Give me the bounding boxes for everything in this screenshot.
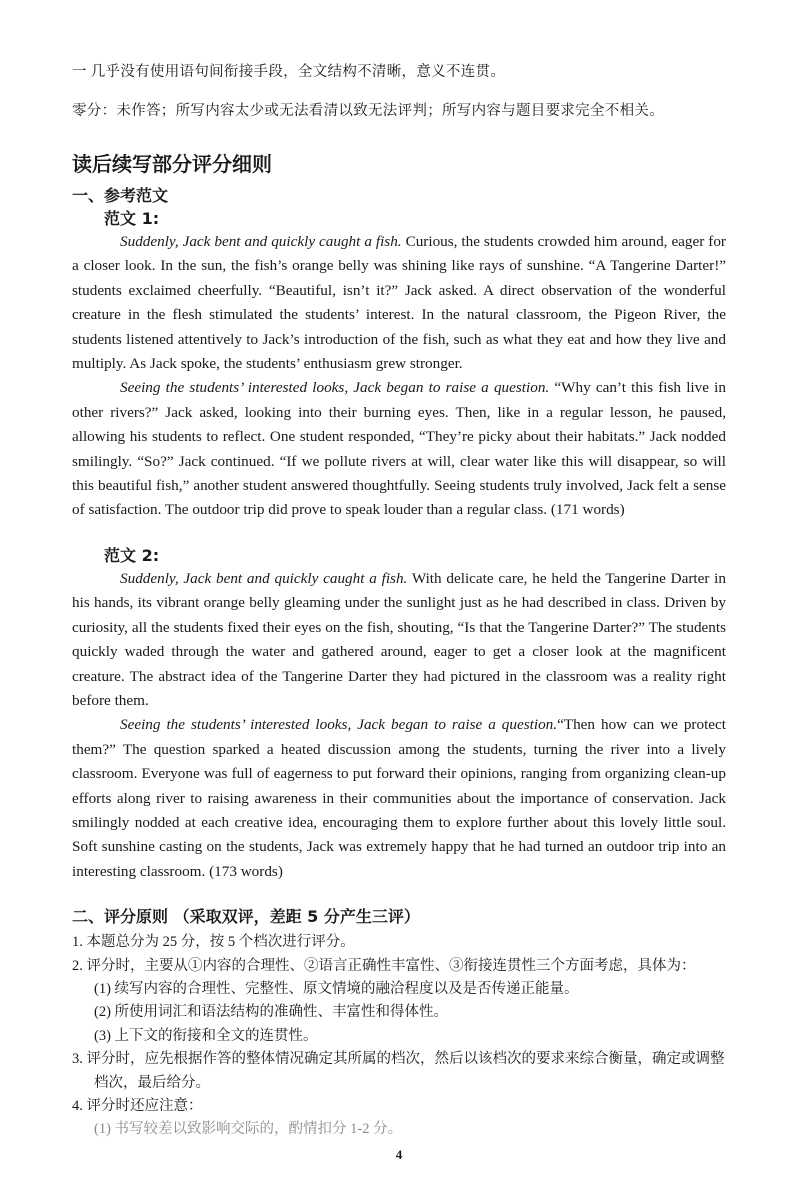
section2-heading: 二、评分原则 （采取双评，差距 5 分产生三评） bbox=[72, 907, 420, 927]
scoring-rules bbox=[72, 931, 726, 1142]
essay1-label: 范文 1: bbox=[104, 209, 160, 228]
paragraph-text: Curious, the students crowded him around, eager for a closer look. In the sun, the fish’s orange belly was shining like rays of sunshine. “A Tangerine Darter!” students exclaimed cheerfully. “Beautiful, isn’t it?” Jack asked. A direct observation of the wonderful creature in the flesh stimulated the students’ interest. In the natural classroom, the Pigeon River, the students listened attentively to Jack’s introduction of the fish, such as what they eat and how they live and multiply. As Jack spoke, the students’ enthusiasm grew stronger. bbox=[72, 233, 726, 373]
page-title: 读后续写部分评分细则 bbox=[72, 152, 272, 176]
rule-item: 2. 评分时，主要从①内容的合理性、②语言正确性丰富性、③衔接连贯性三个方面考虑，具体为： bbox=[72, 957, 696, 974]
rule-item: 3. 评分时，应先根据作答的整体情况确定其所属的档次，然后以该档次的要求来综合衡量，确定或调整档次，最后给分。 bbox=[72, 1051, 725, 1091]
essay1-body bbox=[72, 230, 726, 523]
rule-subitem: (3) 上下文的衔接和全文的连贯性。 bbox=[94, 1027, 318, 1044]
rule-item: 1. 本题总分为 25 分，按 5 个档次进行评分。 bbox=[72, 934, 355, 951]
essay1-paragraph-1 bbox=[72, 230, 726, 376]
essay2-body bbox=[72, 567, 726, 884]
lead-sentence: Suddenly, Jack bent and quickly caught a fish. bbox=[120, 233, 402, 250]
page-number: 4 bbox=[395, 1146, 403, 1162]
essay2-label: 范文 2: bbox=[104, 545, 160, 565]
section1-heading: 一、参考范文 bbox=[72, 186, 169, 205]
essay2-paragraph-2 bbox=[72, 713, 726, 884]
zero-score-line: 零分：未作答；所写内容太少或无法看清以致无法评判；所写内容与题目要求完全不相关。 bbox=[72, 103, 664, 119]
rule-subitem: (1) 书写较差以致影响交际的，酌情扣分 1-2 分。 bbox=[94, 1121, 403, 1138]
rule-item: 4. 评分时还应注意： bbox=[72, 1098, 203, 1114]
lead-sentence: Seeing the students’ interested looks, Jack began to raise a question. bbox=[120, 716, 558, 734]
criteria-line: 一 几乎没有使用语句间衔接手段，全文结构不清晰，意义不连贯。 bbox=[72, 64, 506, 80]
paragraph-text: With delicate care, he held the Tangerine Darter in his hands, its vibrant orange belly gleaming under the sunlight just as he had described in class. Driven by curiosity, all the students fixed their eyes on the fish, shouting, “Is that the Tangerine Darter?” The students quickly waded through the water and gathered around, eager to get a closer look at the magnificent creature. The abstract idea of the Tangerine Darter they had pictured in the classroom was a reality right before them. bbox=[72, 569, 726, 709]
essay1-paragraph-2 bbox=[72, 376, 726, 522]
essay2-paragraph-1 bbox=[72, 567, 726, 713]
paragraph-text: “Then how can we protect them?” The question sparked a heated discussion among the students, turning the river into a lively classroom. Everyone was full of eagerness to put forward their opinions, ranging from organizing clean-up efforts along river to raising awareness in their communities about the importance of conservation. Jack smilingly nodded at each creative idea, encouraging them to explore further about this lovely little soul. Soft sunshine casting on the students, Jack was extremely happy that he had turned an outdoor trip into an interesting classroom. (173 words) bbox=[72, 716, 726, 880]
rule-subitem: (1) 续写内容的合理性、完整性、原文情境的融洽程度以及是否传递正能量。 bbox=[94, 980, 579, 997]
paragraph-text: “Why can’t this fish live in other rivers?” Jack asked, looking into their burning eyes. Then, like in a regular lesson, he paused, allowing his students to reflect. One student responded, “They’re picky about their habitats.” Jack nodded smilingly. “So?” Jack continued. “If we pollute rivers at will, clear water like this will disappear, so will this beautiful fish,” another student answered thoughtfully. Seeing students truly involved, Jack felt a sense of satisfaction. The outdoor trip did prove to speak louder than a regular class. (171 words) bbox=[72, 379, 726, 519]
lead-sentence: Seeing the students’ interested looks, Jack began to raise a question. bbox=[120, 379, 550, 397]
lead-sentence: Suddenly, Jack bent and quickly caught a fish. bbox=[120, 569, 408, 587]
rule-subitem: (2) 所使用词汇和语法结构的准确性、丰富性和得体性。 bbox=[94, 1004, 449, 1021]
